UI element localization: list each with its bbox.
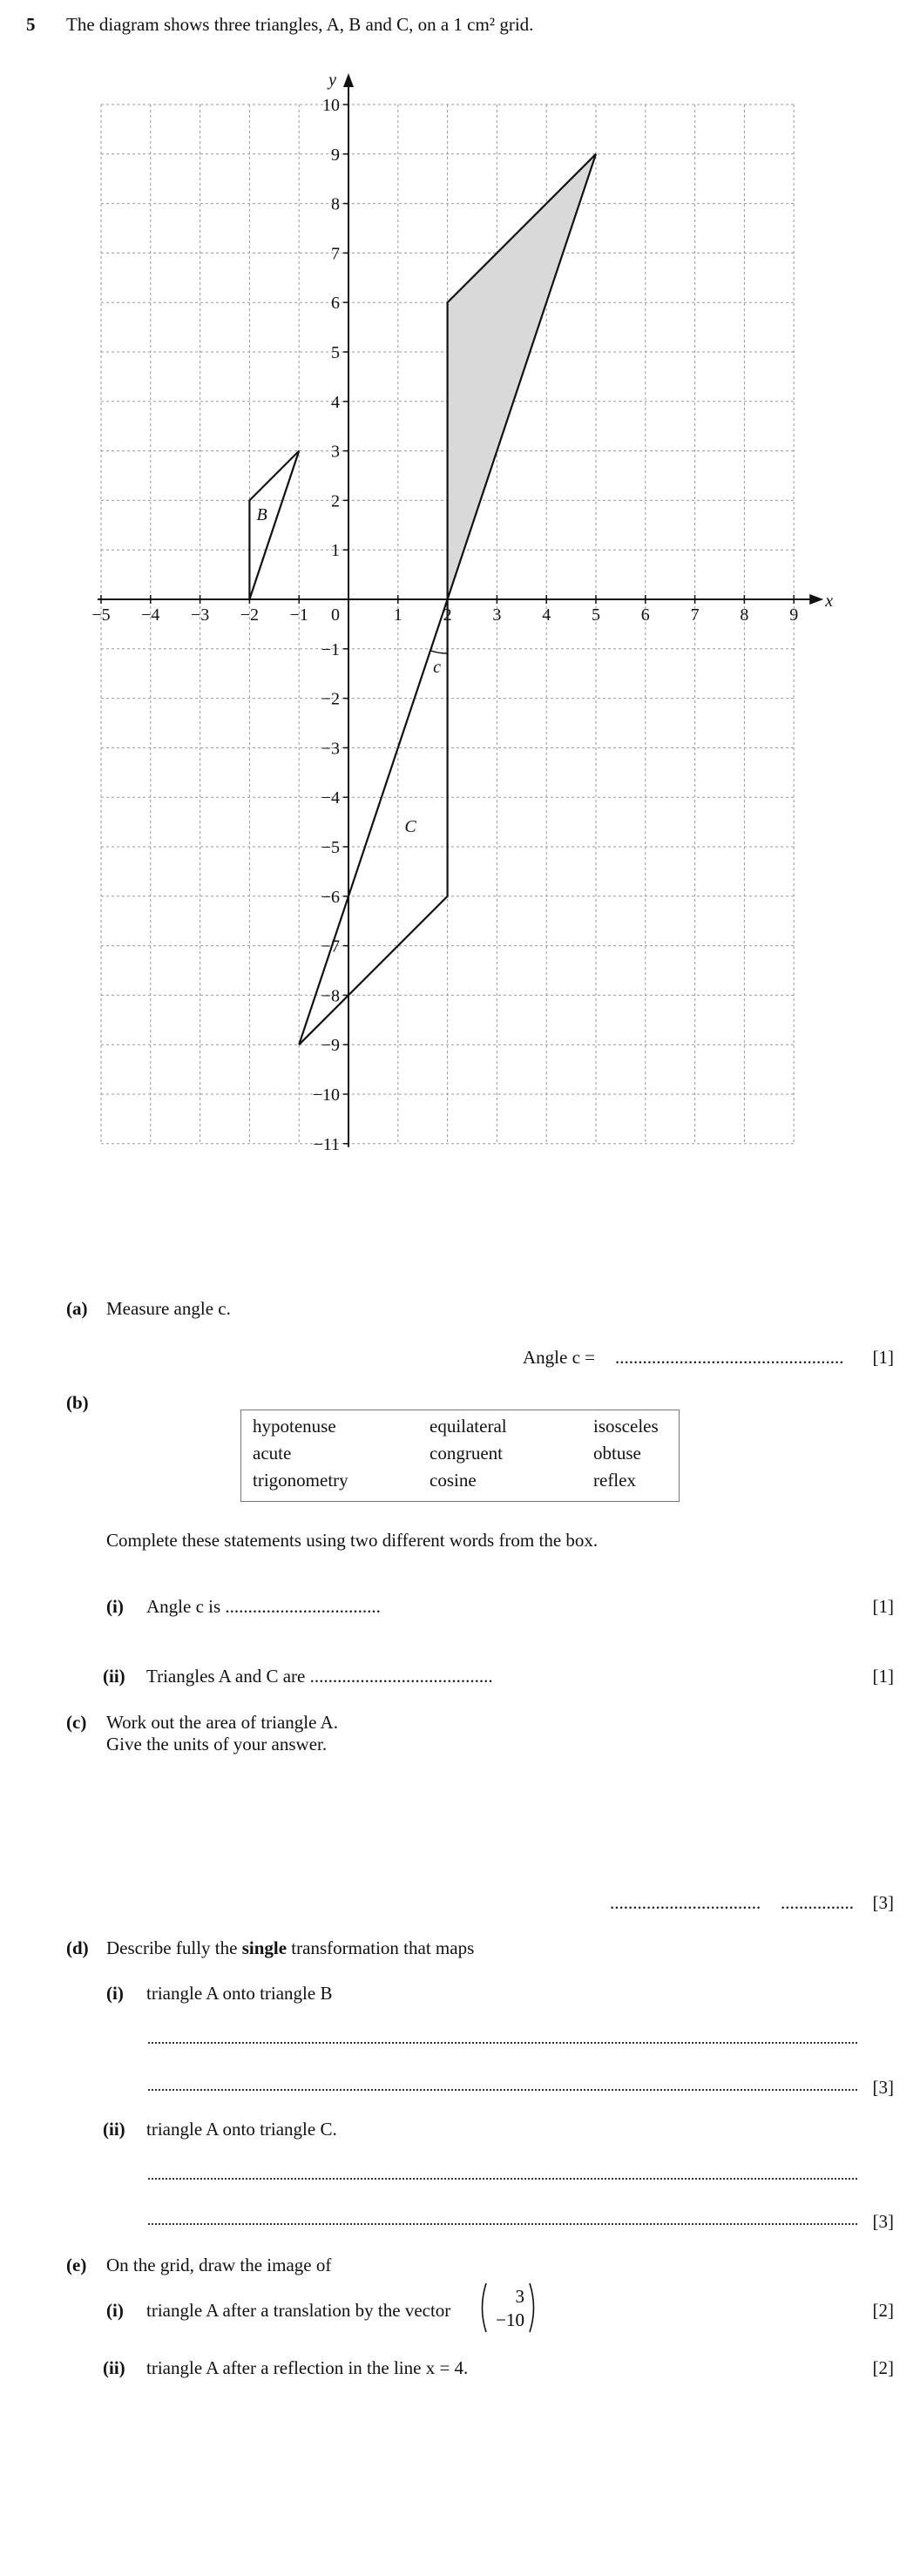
word-equilateral: equilateral (430, 1416, 507, 1437)
part-a-mark: [1] (872, 1347, 894, 1368)
part-e-ii-mark: [2] (872, 2357, 894, 2378)
y-tick-label: −9 (321, 1036, 340, 1056)
y-tick-label: −10 (312, 1085, 340, 1105)
word-reflex: reflex (593, 1470, 636, 1491)
part-d-i-mark: [3] (872, 2077, 894, 2098)
part-b-i-text[interactable]: Angle c is .................................. (146, 1596, 381, 1617)
triangle-label-c: C (404, 816, 416, 836)
x-axis-label: x (825, 592, 834, 611)
part-d-i-answer-line-1[interactable] (148, 2042, 857, 2044)
part-b-ii-text[interactable]: Triangles A and C are ........................................ (146, 1666, 493, 1687)
x-axis-arrow (809, 594, 823, 605)
question-number: 5 (26, 14, 36, 35)
part-b-instruction: Complete these statements using two different words from the box. (106, 1530, 599, 1551)
part-a-answer-dots[interactable]: .................................................. (615, 1347, 844, 1368)
y-tick-label: 7 (331, 244, 340, 264)
vector-top: 3 (515, 2286, 524, 2307)
part-b-ii-mark: [1] (872, 1666, 894, 1687)
part-d-i-answer-line-2[interactable] (148, 2089, 857, 2091)
part-d-text-before: Describe fully the (106, 1937, 238, 1958)
y-axis-label: y (328, 71, 336, 90)
word-trigonometry: trigonometry (253, 1470, 348, 1491)
angle-c-arc (430, 651, 448, 653)
word-cosine: cosine (430, 1470, 477, 1491)
y-tick-label: −8 (321, 986, 340, 1006)
part-d-text-bold: single (241, 1937, 288, 1958)
y-tick-label: 1 (331, 541, 340, 561)
x-tick-label: −4 (141, 605, 160, 625)
origin-label: 0 (331, 605, 340, 625)
y-tick-label: 3 (331, 442, 340, 462)
vector-bottom: −10 (496, 2309, 524, 2330)
part-d-i-label: (i) (106, 1983, 124, 2004)
y-tick-label: 2 (331, 491, 340, 511)
translation-vector (477, 2281, 538, 2335)
x-tick-label: −3 (190, 605, 210, 625)
x-tick-label: −5 (91, 605, 111, 625)
part-b-label: (b) (66, 1392, 89, 1413)
triangle-a (448, 154, 596, 599)
triangle-c (299, 599, 447, 1045)
part-b-ii-label: (ii) (103, 1666, 125, 1687)
part-e-i-text: triangle A after a translation by the vector (146, 2300, 451, 2321)
y-axis-arrow (343, 73, 354, 87)
word-obtuse: obtuse (593, 1443, 641, 1464)
tick-labels (91, 71, 833, 1154)
part-e-ii-text: triangle A after a reflection in the line x = 4. (146, 2357, 469, 2378)
part-e-text: On the grid, draw the image of (106, 2255, 332, 2275)
x-tick-label: 3 (492, 605, 502, 625)
y-tick-label: −7 (321, 936, 340, 957)
y-tick-label: 6 (331, 294, 340, 314)
part-d-ii-mark: [3] (872, 2211, 894, 2232)
part-c-answer-dots[interactable]: ................................. (610, 1892, 761, 1913)
word-acute: acute (253, 1443, 292, 1464)
part-e-label: (e) (66, 2255, 87, 2275)
part-e-i-mark: [2] (872, 2300, 894, 2321)
word-hypotenuse: hypotenuse (253, 1416, 336, 1437)
part-a-label: (a) (66, 1298, 88, 1319)
y-tick-label: −2 (321, 689, 340, 709)
coordinate-grid[interactable] (0, 0, 920, 1167)
angle-c-label: c (433, 658, 442, 677)
triangle-b (249, 451, 299, 599)
x-tick-label: 1 (393, 605, 402, 625)
word-box (240, 1410, 680, 1502)
y-tick-label: −3 (321, 739, 340, 759)
part-d-text-after: transformation that maps (291, 1937, 475, 1958)
part-c-units-dots[interactable]: ................ (781, 1892, 854, 1913)
part-b-i-mark: [1] (872, 1596, 894, 1617)
x-tick-label: 8 (740, 605, 749, 625)
x-tick-label: 2 (443, 605, 452, 625)
y-tick-label: 9 (331, 145, 340, 165)
y-tick-label: −6 (321, 887, 340, 907)
part-d-ii-label: (ii) (103, 2119, 125, 2140)
part-d-text (106, 1937, 474, 1959)
part-d-label: (d) (66, 1937, 89, 1958)
x-tick-label: 9 (789, 605, 799, 625)
part-b-i-label: (i) (106, 1596, 124, 1617)
y-tick-label: 5 (331, 343, 340, 362)
y-tick-label: −11 (313, 1134, 340, 1154)
y-tick-label: −1 (321, 639, 340, 659)
x-tick-label: 4 (542, 605, 551, 625)
part-c-line1: Work out the area of triangle A. (106, 1712, 338, 1733)
part-d-ii-answer-line-2[interactable] (148, 2223, 857, 2225)
x-tick-label: −1 (289, 605, 308, 625)
x-tick-label: 6 (640, 605, 650, 625)
part-c-line2: Give the units of your answer. (106, 1734, 328, 1755)
part-d-i-text: triangle A onto triangle B (146, 1983, 333, 2004)
y-tick-label: −5 (321, 838, 340, 857)
part-e-i-label: (i) (106, 2300, 124, 2321)
part-a-answer-prefix: Angle c = (523, 1347, 595, 1368)
x-tick-label: 7 (690, 605, 700, 625)
y-tick-label: 10 (322, 96, 340, 115)
triangle-label-b: B (256, 505, 267, 525)
part-c-mark: [3] (872, 1892, 894, 1913)
part-e-ii-label: (ii) (103, 2357, 125, 2378)
y-tick-label: 8 (331, 194, 340, 214)
part-d-ii-answer-line-1[interactable] (148, 2178, 857, 2180)
word-congruent: congruent (430, 1443, 503, 1464)
y-tick-label: 4 (331, 392, 340, 412)
part-c-label: (c) (66, 1712, 87, 1733)
x-tick-label: −2 (240, 605, 260, 625)
y-tick-label: −4 (321, 788, 340, 808)
part-d-ii-text: triangle A onto triangle C. (146, 2119, 337, 2140)
part-a-text: Measure angle c. (106, 1298, 231, 1319)
question-intro: The diagram shows three triangles, A, B and C, on a 1 cm² grid. (66, 14, 534, 35)
x-tick-label: 5 (592, 605, 600, 625)
word-isosceles: isosceles (593, 1416, 659, 1437)
